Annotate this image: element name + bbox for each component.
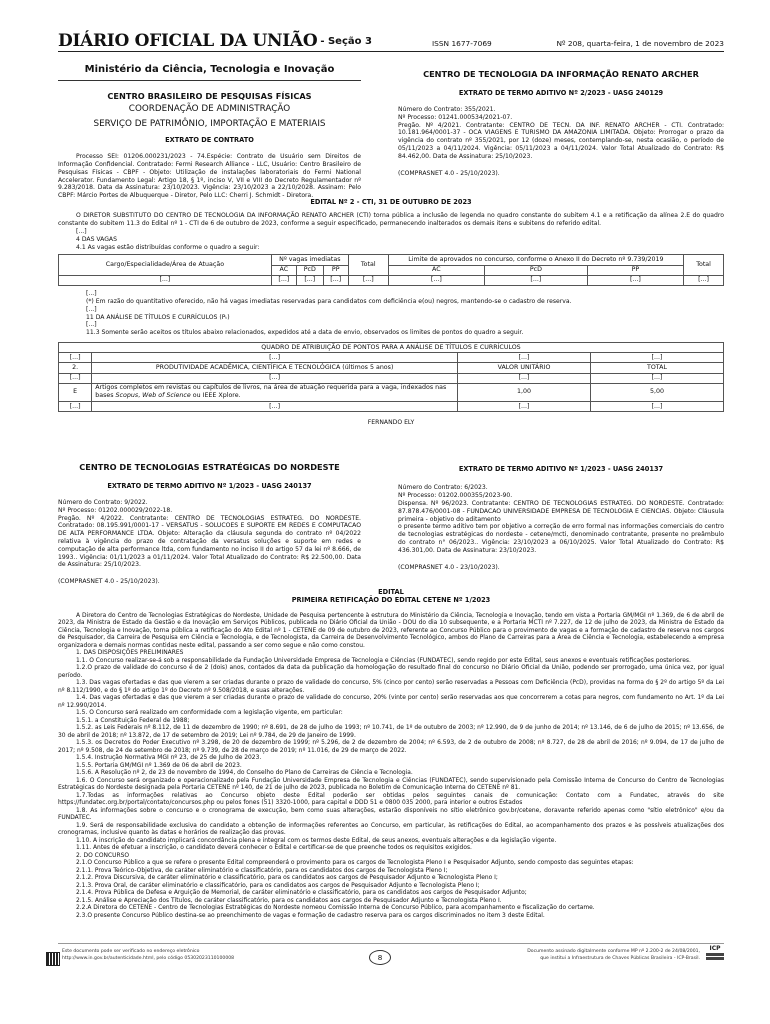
edital-paragraph: 2.2.A Diretora do CETENE - Centro de Tecnologias Estratégicas do Nordeste nomeou Comissão Interna de Concurso Público, para acompanhamento e fiscalização do certame. [76,904,595,912]
cell: PRODUTIVIDADE ACADÊMICA, CIENTÍFICA E TECNOLÓGICA (últimos 5 anos) [92,363,458,373]
note-line: [...] [86,290,97,298]
contract-object: o presente termo aditivo tem por objetivo a correção de erro formal nas informações comerciais do centro de tecnologias estratégicas do nordeste - cetene/mcti, denominado contratante, presente no preâmbulo do contrato n° 06/2023.. Vigência: 23/10/2023 a 06/10/2025. Valor Total Atualizado do Contrato: R$ 436.301,00. Data de Assinatura: 23/10/2023. [398,523,724,554]
cell: 1,00 [458,383,591,401]
right-mid-column [398,465,724,571]
cell: [...] [587,275,683,285]
edital-paragraph: 2.1.2. Prova Discursiva, de caráter eliminatório e classificatório, para os candidatos aos cargos de Pesquisador Adjunto e Tecnologista Pleno I; [76,874,498,882]
icp-text: que institui a Infraestrutura de Chaves Públicas Brasileira - ICP-Brasil. [540,956,700,962]
cell: [...] [348,275,388,285]
edital-paragraph: 1.9. Será de responsabilidade exclusiva do candidato a obtenção de informações referentes ao Concurso, em particular, às retificações do Edital, ao acompanhamento dos prazos e às possíveis atualizações dos cronogramas, inclusive quanto às datas e horários de realização das provas. [58,821,724,837]
cell: [...] [485,275,588,285]
cell: TOTAL [591,363,724,373]
cell: [...] [59,402,92,412]
cell: [...] [92,353,458,363]
edital-paragraph: 2.1.4. Prova Pública de Defesa e Arguição de Memorial, de caráter eliminatório e classificatório, para os candidatos aos cargos de Pesquisador Adjunto; [76,889,527,897]
icp-brasil-logo-icon [706,946,724,960]
cell: [...] [59,275,272,285]
org-cbpf: CENTRO BRASILEIRO DE PESQUISAS FÍSICAS [107,90,312,101]
edital-paragraph: 1. DAS DISPOSIÇÕES PRELIMINARES [76,649,184,657]
text-wos: Web of Science [142,392,191,400]
edital-body [58,612,724,920]
edital-paragraph: 1.5.4. Instrução Normativa MGI nº 23, de 25 de Julho de 2023. [76,754,262,762]
edital-paragraph: 1.7.Todas as informações relativas ao Concurso objeto deste Edital poderão ser obtidas pelos seguintes canais de comunicação: Contato com a Fundatec, através do site https://fundatec.org.br/portal/contato/concursos.php ou pelos fones (51) 3320-1000, para capital e DDD 51 e 0800 035 2000, para interior e outros Estados [58,791,724,807]
edital-cetene [58,588,724,919]
th-total: Total [348,255,388,275]
cell: [...] [591,353,724,363]
th-limite: Limite de aprovados no concurso, conforme o Anexo II do Decreto nº 9.739/2019 [388,255,683,265]
edital-title: EDITAL Nº 2 - CTI, 31 DE OUTUBRO DE 2023 [310,198,472,206]
edital-paragraph: 1.1. O Concurso realizar-se-á sob a responsabilidade da Fundação Universidade Empresa de Tecnologia e Ciências (FUNDATEC), sendo regido por este Edital, seus anexos e eventuais retificações posteriores. [76,656,691,664]
edital-paragraph: 1.5.2. as Leis Federais nº 8.112, de 11 de dezembro de 1990; nº 8.691, de 28 de julho de 1993; nº 10.741, de 1º de outubro de 2003; nº 12.990, de 9 de junho de 2014; nº 13.146, de 6 de julho de 2015; nº 13.656, de 30 de abril de 2018; nº 13.872, de 17 de setembro de 2019; Lei nº 9.784, de 29 de Janeiro de 1999. [58,724,724,739]
cell: [...] [591,402,724,412]
edital-paragraph: 1.11. Antes de efetuar a inscrição, o candidato deverá conhecer o Edital e certificar-se de que preenche todos os requisitos exigidos. [76,844,472,852]
cell-articles [92,383,458,401]
note-line: 11 DA ANÁLISE DE TÍTULOS E CURRÍCULOS (Pₜ) [86,313,230,321]
edital-paragraph: 1.8. As informações sobre o concurso e o cronograma de execução, bem como suas alterações, estarão disponíveis no sítio eletrônico gov.br/cetene, doravante referido apenas como "sítio eletrônico" e/ou da FUNDATEC. [58,806,724,822]
cell: [...] [92,373,458,383]
cell: [...] [458,353,591,363]
right-top-column [398,69,724,177]
points-table [58,342,724,412]
edital-subtitle: PRIMEIRA RETIFICAÇÃO DO EDITAL CETENE Nº 1/2023 [291,596,491,605]
cell: E [59,383,92,401]
cell: [...] [684,275,724,285]
text: , [138,392,143,400]
journal-title: DIÁRIO OFICIAL DA UNIÃO [58,31,318,51]
text: Artigos completos em revistas ou capítulos de livros, na área de atuação requerida para a vaga, indexados nas bases [95,384,447,400]
cell: [...] [388,275,484,285]
edital-paragraph: 1.5.1. a Constituição Federal de 1988; [76,716,190,724]
edital-paragraph: 1.6. O Concurso será organizado e operacionalizado pela Fundação Universidade Empresa de Tecnologia e Ciências (FUNDATEC), sendo supervisionado pela Comissão Interna de Concurso do Centro de Tecnologias Estratégicas do Nordeste designada pela Portaria CETENE nº 140, de 21 de julho de 2023, publicada no Boletim de Comunicação Interna do CETENE nº 81. [58,776,724,792]
note-line: 11.3 Somente serão aceitos os títulos abaixo relacionados, expedidos até a data de envio, observados os limites de pontos do quadro a seguir. [86,329,524,337]
edital-paragraph: 1.5. O Concurso será realizado em conformidade com a legislação vigente, em particular: [76,709,343,717]
verify-url: http://www.in.gov.br/autenticidade.html, pelo código 05302023110100008 [62,956,235,962]
icp-logo-text: ICP [709,945,721,952]
edital-cti [58,198,724,427]
left-top-column [58,64,361,200]
org-cti: CENTRO DE TECNOLOGIA DA INFORMAÇÃO RENATO ARCHER [423,69,699,79]
subitem-4-1: 4.1 As vagas estão distribuídas conforme o quadro a seguir: [76,243,260,251]
org-cetene: CENTRO DE TECNOLOGIAS ESTRATÉGICAS DO NORDESTE [79,462,340,472]
contract-details: Pregão. Nº 4/2022. Contratante: CENTRO DE TECNOLOGIAS ESTRATEG. DO NORDESTE. Contratado: 08.195.991/0001-17 - VERSATUS - SOLUCOES E SUPORTE EM REDES E COMPUTACAO DE ALTA PERFORMANCE LTDA. Objeto: Alteração da cláusula segunda do contrato nº 04/2022 relativa à vigência do prazo de contratação da versatus soluções e suporte em redes e computação de alta performance ltda, com fundamento no inciso II do artigo 57 da lei nº 8.666, de 1993.. Vigência: 01/11/2023 a 01/11/2024. Valor Total Atualizado do Contrato: R$ 22.500,00. Data de Assinatura: 25/10/2023. [58,514,362,569]
cell: [...] [59,353,92,363]
th-ac: AC [271,265,296,275]
issue-date: Nº 208, quarta-feira, 1 de novembro de 2023 [556,38,724,48]
contract-details: Dispensa. Nº 96/2023. Contratante: CENTRO DE TECNOLOGIAS ESTRATEG. DO NORDESTE. Contratado: 87.878.476/0001-08 - FUNDACAO UNIVERSIDADE EMPRESA DE TECNOLOGIA E CIENCIAS. Objeto: Cláusula primeira - objetivo do aditamento [398,500,724,523]
th-pp2: PP [587,265,683,275]
footer-left [62,948,234,963]
cell: [...] [458,373,591,383]
th-pp: PP [323,265,348,275]
edital-paragraph: 1.2.O prazo de validade do concurso é de 2 (dois) anos, contados da data da publicação da homologação do resultado final do concurso no Diário Oficial da União, podendo ser prorrogado, uma única vez, por igual período. [58,664,724,679]
section-label: - Seção 3 [320,36,372,47]
cell: 2. [59,363,92,373]
edital-paragraph: 2. DO CONCURSO [76,851,130,859]
org-service: SERVIÇO DE PATRIMÔNIO, IMPORTAÇÃO E MATERIAIS [93,118,326,129]
text: ou IEEE Xplore. [190,392,241,400]
note-line: [...] [86,321,97,329]
masthead [58,30,724,52]
cell: [...] [591,373,724,383]
th-total2: Total [684,255,724,275]
cell: 5,00 [591,383,724,401]
comprasnet-note: (COMPRASNET 4.0 - 25/10/2023). [58,578,160,586]
cell: [...] [271,275,296,285]
issn: ISSN 1677-7069 [432,38,492,48]
org-coordination: COORDENAÇÃO DE ADMINISTRAÇÃO [128,104,291,115]
th-pcd2: PcD [485,265,588,275]
qr-code-icon [46,952,60,966]
contract-number: Número do Contrato: 9/2022. [58,498,148,506]
signature-text: Documento assinado digitalmente conforme MP nº 2.200-2 de 24/08/2001, [527,949,700,954]
th-ac2: AC [388,265,484,275]
note-line: [...] [86,305,97,313]
edital-paragraph: 1.5.6. A Resolução nº 2, de 23 de novembro de 1994, do Conselho do Plano de Carreiras de Ciência e Tecnologia. [76,769,413,777]
cell: [...] [59,373,92,383]
process-number: Nº Processo: 01202.000355/2023-90. [398,492,513,500]
act-title: EXTRATO DE TERMO ADITIVO Nº 1/2023 - UASG 240137 [107,481,312,490]
edital-title: EDITAL [378,588,404,596]
cell: [...] [323,275,348,285]
comprasnet-note: (COMPRASNET 4.0 - 23/10/2023). [398,563,500,571]
cell: [...] [296,275,323,285]
process-number: Nº Processo: 01202.000029/2022-18. [58,506,173,514]
process-number: Nº Processo: 01241.000534/2021-07. [398,113,513,121]
comprasnet-note: (COMPRASNET 4.0 - 25/10/2023). [398,169,500,177]
cell: VALOR UNITÁRIO [458,363,591,373]
edital-paragraph: 2.1.O Concurso Público a que se refere o presente Edital compreenderá o provimento para os cargos de Tecnologista Pleno I e Pesquisador Adjunto, sendo composto das seguintes etapas: [76,859,634,867]
edital-paragraph: 1.5.3. os Decretos do Poder Executivo nº 3.298, de 20 de dezembro de 1999; nº 5.296, de 2 de dezembro de 2004; nº 6.593, de 2 de outubro de 2008; nº 8.727, de 28 de abril de 2016; nº 9.094, de 17 de julho de 2017; nº 9.508, de 24 de setembro de 2018; nº 9.739, de 28 de março de 2019; nº 11.016, de 29 de março de 2022. [58,739,724,754]
edital-paragraph: 2.1.3. Prova Oral, de caráter eliminatório e classificatório, para os candidatos aos cargos de Pesquisador Adjunto e Tecnologista Pleno I; [76,881,480,889]
contract-number: Número do Contrato: 355/2021. [398,105,496,113]
th-pcd: PcD [296,265,323,275]
ministry-heading: Ministério da Ciência, Tecnologia e Inovação [58,64,361,81]
edital-paragraph: 2.1.5. Análise e Apreciação dos Títulos, de caráter classificatório, para os candidatos aos cargos de Pesquisador Adjunto e Tecnologista Pleno I. [76,896,502,904]
verify-text: Este documento pode ser verificado no endereço eletrônico [62,949,200,954]
section-vagas: 4 DAS VAGAS [76,235,117,243]
edital-paragraph: A Diretora do Centro de Tecnologias Estratégicas do Nordeste, Unidade de Pesquisa pertencente à estrutura do Ministério da Ciência, Tecnologia e Inovação, tendo em vista a Portaria GM/MGI nº 1.369, de 6 de abril de 2023, da Ministra de Estado da Gestão e da Inovação em Serviços Públicos, publicada no Diário Oficial da União - DOU do dia 10 subsequente, e a Portaria MCTI nº 7.227, de 12 de julho de 2023, da Ministra de Estado da Ciência, Tecnologia e Inovação, torna pública a retificação do Ato Edital nº 1 - CETENE de 09 de outubro de 2023, referente ao Concurso Público para o provimento de vagas e a formação de cadastro de reserva nos cargos de Pesquisador, da Carreira de Pesquisa em Ciência e Tecnologia, e de Tecnologista, da Carreira de Desenvolvimento Tecnológico, ambos do Plano de Carreiras para a Área de Ciência e Tecnologia, estabelecendo a empresa organizadora e demais normas contidas neste edital, passando a ser como segue e não como constou. [58,611,724,649]
table-row [59,275,724,285]
contract-extract-text: Processo SEI: 01206.000231/2023 - 74.Espécie: Contrato de Usuário sem Direitos de Informação Confidencial. Contratado: Fermi Research Alliance - LLC, Usuário: Centro Brasileiro de Pesquisas Físicas - CBPF - Objeto: Utilização de instalações laboratoriais do Fermi National Accelerator. Fundamento Legal: Artigo 18, § 1º, inciso V, VII e VIII do Decreto Regulamentador nº 9.283/2018. Data da Assinatura: 23/10/2023. Vigência: 23/10/2023 a 22/10/2028. Assinam: Pelo CBPF: Márcio Portes de Albuquerque - Diretor, Pelo LLC: Cherri J. Schmidt - Diretora. [58,153,361,200]
footer-right [527,948,700,963]
th-cargo: Cargo/Especialidade/Área de Atuação [59,255,272,275]
contract-number: Número do Contrato: 6/2023. [398,484,488,492]
edital-paragraph: 1.10. A inscrição do candidato implicará concordância plena e integral com os termos deste Edital, de seus anexos, eventuais alterações e da legislação vigente. [76,836,557,844]
act-title: EXTRATO DE TERMO ADITIVO Nº 1/2023 - UASG 240137 [458,465,664,473]
edital-paragraph: 1.5.5. Portaria GM/MGI nº 1.369 de 06 de abril de 2023. [76,761,242,769]
signer: FERNANDO ELY [367,419,415,427]
text-scopus: Scopus [115,392,139,400]
act-title: EXTRATO DE CONTRATO [165,135,254,144]
edital-intro: O DIRETOR SUBSTITUTO DO CENTRO DE TECNOLOGIA DA INFORMAÇÃO RENATO ARCHER (CTI) torna pública a inclusão de legenda no quadro constante do subitem 4.1 e a retificação da alínea 2.E do quadro constante do subitem 11.3 do Edital nº 1 - CTI de 6 de outubro de 2023, conforme a seguir especificado, permanecendo inalterados os demais itens e subitens do referido edital. [58,212,724,228]
cell: [...] [458,402,591,412]
act-title: EXTRATO DE TERMO ADITIVO Nº 2/2023 - UASG 240129 [458,88,664,97]
note-line: (*) Em razão do quantitativo oferecido, não há vagas imediatas reservadas para candidatos com deficiência e(ou) negros, mantendo-se o cadastro de reserva. [86,297,572,305]
left-mid-column [58,462,361,586]
edital-paragraph: 1.4. Das vagas ofertadas e das que vierem a ser criadas durante o prazo de validade do concurso, 20% (vinte por cento) serão reservadas aos que concorrerem a cotas para negros, com fundamento no Art. 1º da Lei nº 12.990/2014. [58,694,724,709]
contract-details: Pregão. Nº 4/2021. Contratante: CENTRO DE TECN. DA INF. RENATO ARCHER - CTI. Contratado: 10.181.964/0001-37 - OCA VIAGENS E TURISMO DA AMAZONIA LIMITADA. Objeto: Prorrogar o prazo da vigência do contrato nº 355/2021, por 12 (doze) meses, contemplando-se, nesta ocasião, o período de 05/11/2023 a 04/11/2024. Vigência: 05/11/2023 a 04/11/2024. Valor Total Atualizado do Contrato: R$ 84.462,00. Data de Assinatura: 25/10/2023. [398,121,724,160]
vacancies-table [58,254,724,286]
ellipsis: [...] [76,228,87,236]
cell: [...] [92,402,458,412]
edital-paragraph: 2.1.1. Prova Teórico-Objetiva, de caráter eliminatório e classificatório, para os candidatos dos cargos de Tecnologista Pleno I; [76,866,448,874]
page-footer [58,943,724,983]
edital-paragraph: 2.3.O presente Concurso Público destina-se ao preenchimento de vagas e formação de cadastro reserva para os cargos discriminados no item 3 deste Edital. [76,911,545,919]
after-table-notes [58,290,724,337]
points-caption: QUADRO DE ATRIBUIÇÃO DE PONTOS PARA A ANÁLISE DE TÍTULOS E CURRÍCULOS [59,342,724,352]
th-vagas: Nº vagas imediatas [271,255,348,265]
edital-paragraph: 1.3. Das vagas ofertadas e das que vierem a ser criadas durante o prazo de validade do concurso, 5% (cinco por cento) serão reservadas a Pessoas com Deficiência (PcD), providas na forma do § 2º do artigo 5º da Lei nº 8.112/1990, e do § 1º do artigo 1º do Decreto nº 9.508/2018, e suas alterações. [58,679,724,694]
page-number: 8 [369,950,391,965]
